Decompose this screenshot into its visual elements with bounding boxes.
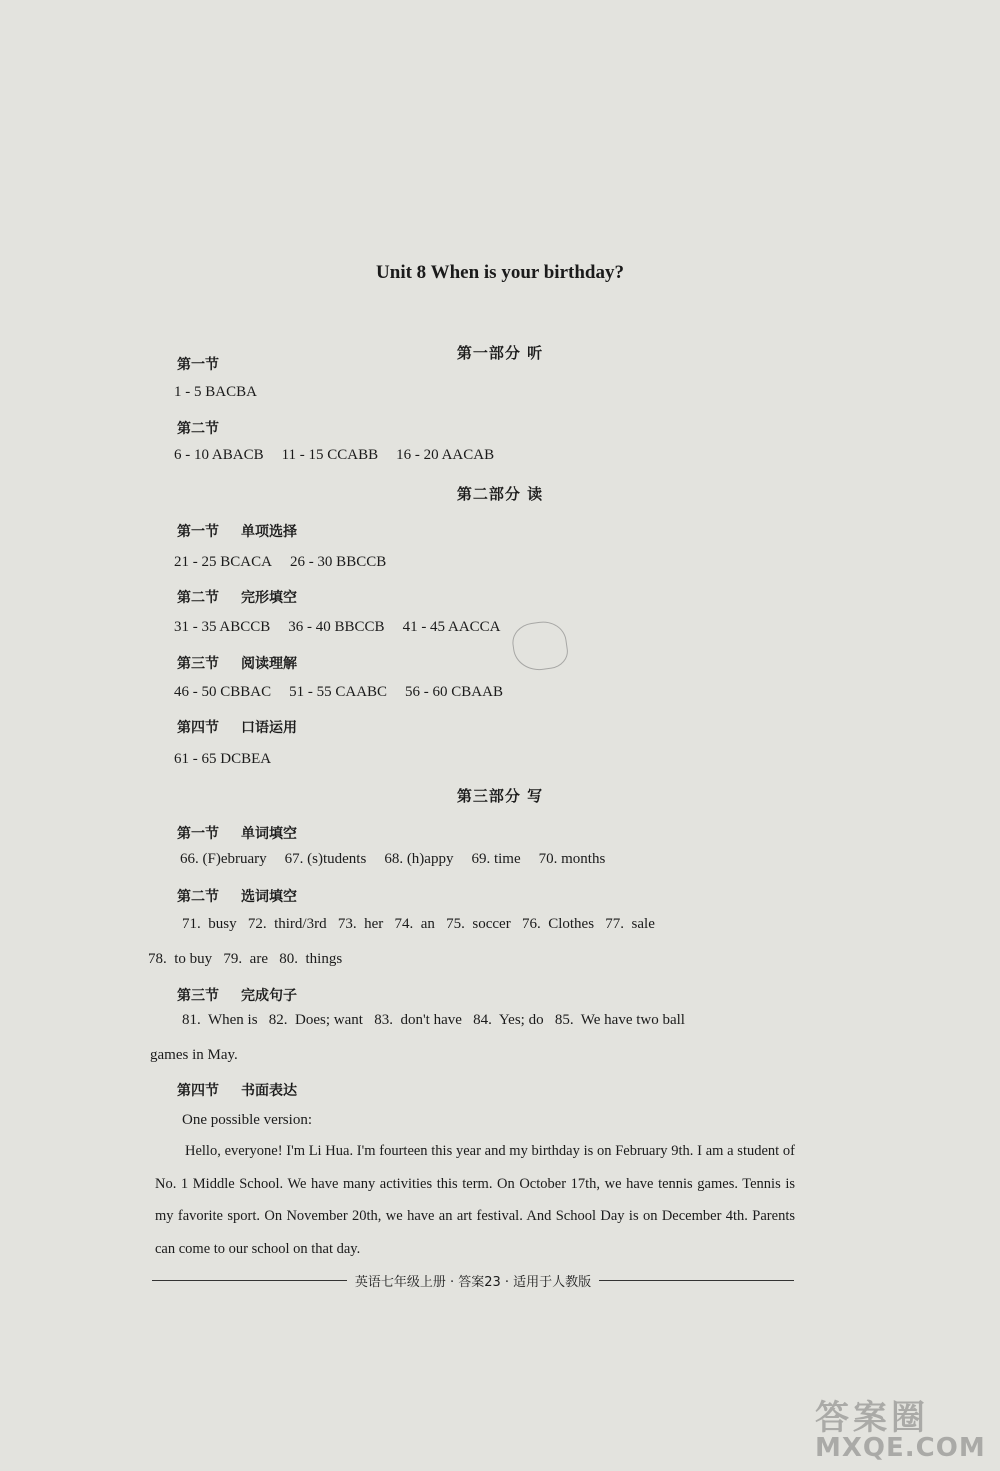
reading-section-4-answers — [174, 751, 271, 768]
writing-section-2-line-2: 78. to buy 79. are 80. things — [148, 951, 343, 967]
footer-text: 英语七年级上册 · 答案23 · 适用于人教版 — [354, 1274, 592, 1290]
section-label: 第一节 — [177, 826, 219, 842]
answer-group: 11 - 15 CCABB — [281, 447, 379, 463]
listening-section-2-answers — [174, 447, 494, 464]
reading-section-3-answers — [174, 684, 503, 701]
answer-group: 36 - 40 BBCCB — [288, 619, 385, 635]
answer-group: 21 - 25 BCACA — [174, 554, 272, 570]
sample-essay — [155, 1135, 795, 1265]
answer-group: 61 - 65 DCBEA — [174, 751, 272, 767]
reading-section-2-answers — [174, 619, 501, 636]
listening-section-1-answers — [174, 384, 257, 401]
answer-item: 69. time — [471, 851, 521, 867]
answer-item: 67. (s)tudents — [284, 851, 367, 867]
answer-group: 56 - 60 CBAAB — [405, 684, 503, 700]
answer-group: 41 - 45 AACCA — [402, 619, 501, 635]
answer-item: 66. (F)ebruary — [180, 851, 267, 867]
site-watermark — [815, 1390, 986, 1463]
section-name: 选词填空 — [241, 889, 297, 905]
watermark-line-1: 答案圈 — [815, 1398, 929, 1438]
listening-section-1-label — [177, 354, 219, 374]
answer-group: 31 - 35 ABCCB — [174, 619, 271, 635]
section-label: 第二节 — [177, 590, 219, 606]
writing-section-1-label — [177, 823, 297, 843]
answer-item: 70. months — [538, 851, 606, 867]
section-name: 单词填空 — [241, 826, 297, 842]
section-label: 第二节 — [177, 421, 219, 437]
answer-group: 51 - 55 CAABC — [289, 684, 388, 700]
writing-section-4-label — [177, 1080, 297, 1100]
writing-section-3-label — [177, 985, 297, 1005]
listening-section-2-label — [177, 418, 219, 438]
section-label: 第二节 — [177, 889, 219, 905]
reading-section-1-answers — [174, 554, 386, 571]
writing-section-2-line-1: 71. busy 72. third/3rd 73. her 74. an 75. soccer 76. Clothes 77. sale — [182, 916, 655, 932]
part-2-heading: 第二部分 读 — [456, 485, 544, 503]
section-name: 口语运用 — [241, 720, 297, 736]
answer-group: 16 - 20 AACAB — [396, 447, 495, 463]
section-name: 书面表达 — [241, 1083, 297, 1099]
answer-group: 46 - 50 CBBAC — [174, 684, 272, 700]
writing-section-3-line-1: 81. When is 82. Does; want 83. don't have 84. Yes; do 85. We have two ball — [182, 1012, 685, 1028]
reading-section-1-label — [177, 521, 297, 541]
section-label: 第四节 — [177, 1083, 219, 1099]
ink-stamp — [510, 618, 570, 673]
section-label: 第三节 — [177, 656, 219, 672]
section-name: 单项选择 — [241, 524, 297, 540]
essay-text: Hello, everyone! I'm Li Hua. I'm fourteen this year and my birthday is on February 9th. I am a student of No. 1 Middle School. We have many activities this term. On October 17th, we have tennis games. Tennis is my favorite sport. On November 20th, we have an art festival. And School Day is on December 4th. Parents can come to our school on that day. — [155, 1143, 795, 1257]
section-name: 阅读理解 — [241, 656, 297, 672]
page-footer — [152, 1268, 794, 1292]
section-label: 第四节 — [177, 720, 219, 736]
section-label: 第三节 — [177, 988, 219, 1004]
part-1-heading: 第一部分 听 — [456, 344, 544, 362]
essay-intro: One possible version: — [182, 1112, 312, 1128]
section-label: 第一节 — [177, 524, 219, 540]
writing-section-1-answers — [180, 851, 605, 868]
section-name: 完成句子 — [241, 988, 297, 1004]
reading-section-3-label — [177, 653, 297, 673]
answer-group: 1 - 5 BACBA — [174, 384, 257, 400]
watermark-line-2: MXQE.COM — [815, 1433, 986, 1463]
reading-section-2-label — [177, 587, 297, 607]
section-label: 第一节 — [177, 357, 219, 373]
footer-rule-right — [599, 1280, 794, 1281]
writing-section-3-line-2: games in May. — [150, 1047, 238, 1063]
part-3-heading: 第三部分 写 — [456, 787, 544, 805]
footer-rule-left — [152, 1280, 347, 1281]
answer-item: 68. (h)appy — [384, 851, 454, 867]
answer-group: 26 - 30 BBCCB — [289, 554, 387, 570]
answer-group: 6 - 10 ABACB — [174, 447, 264, 463]
section-name: 完形填空 — [241, 590, 297, 606]
unit-title: Unit 8 When is your birthday? — [376, 262, 624, 283]
reading-section-4-label — [177, 717, 297, 737]
writing-section-2-label — [177, 886, 297, 906]
